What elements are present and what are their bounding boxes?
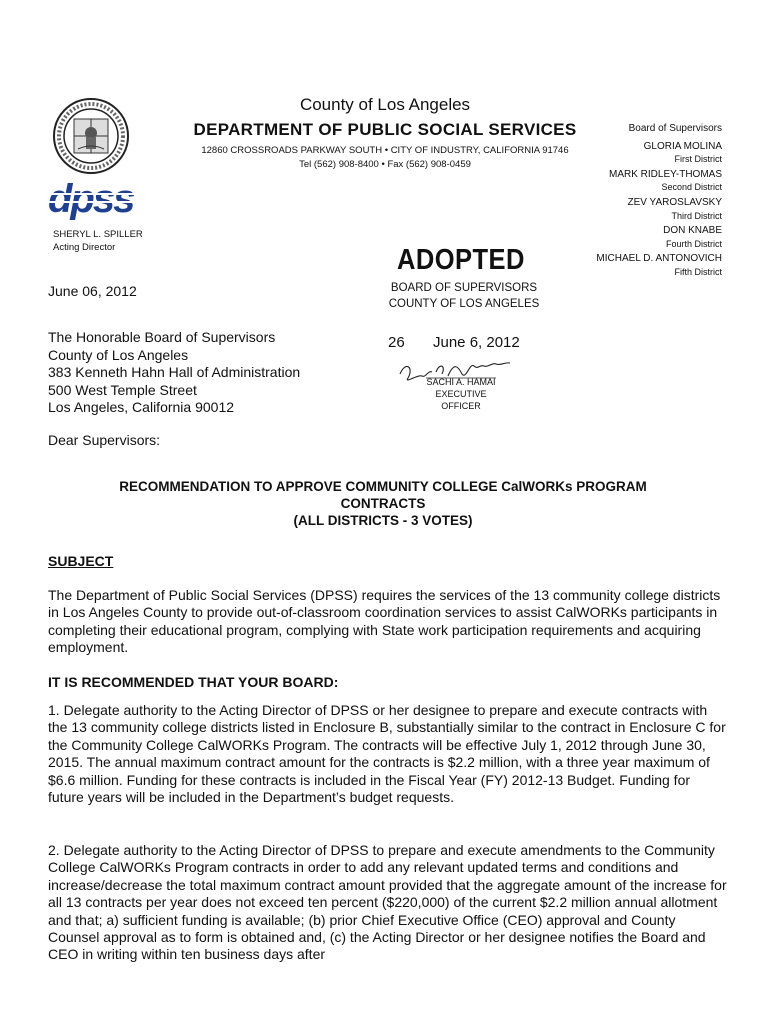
svg-text:dpss: dpss xyxy=(48,180,134,220)
subject-heading: SUBJECT xyxy=(48,553,114,569)
director-name: SHERYL L. SPILLER xyxy=(53,229,143,240)
dpss-logo xyxy=(48,180,144,220)
subject-paragraph: The Department of Public Social Services (DPSS) requires the services of the 13 community college districts in Los Angeles County to provide out-of-classroom coordination services to assist CalWORKs participants in completing their educational program, complying with State work participation requirements and acquiring employment. xyxy=(48,587,721,656)
director-title: Acting Director xyxy=(53,242,116,253)
department-phone: Tel (562) 908-8400 • Fax (562) 908-0459 xyxy=(299,159,471,170)
stamp-signer-name: SACHI A. HAMAI xyxy=(426,377,496,387)
recommendation-title xyxy=(48,478,718,529)
county-name: County of Los Angeles xyxy=(299,95,471,114)
recipient-line: 500 West Temple Street xyxy=(48,381,197,398)
department-name: DEPARTMENT OF PUBLIC SOCIAL SERVICES xyxy=(193,120,577,139)
stamp-signer-block xyxy=(420,376,502,412)
board-heading: Board of Supervisors xyxy=(628,123,722,134)
letter-date: June 06, 2012 xyxy=(48,283,137,299)
stamp-line-board: BOARD OF SUPERVISORS xyxy=(390,282,538,294)
recipient-line: The Honorable Board of Supervisors xyxy=(48,329,276,345)
adopted-stamp-heading: ADOPTED xyxy=(397,244,525,276)
board-member-district: First District xyxy=(674,154,722,165)
board-member-name: ZEV YAROSLAVSKY xyxy=(627,196,722,208)
board-member-district: Fourth District xyxy=(665,238,722,249)
stamp-date: June 6, 2012 xyxy=(433,334,520,351)
acting-director-block xyxy=(53,228,143,254)
recipient-line: County of Los Angeles xyxy=(48,346,189,363)
stamp-signer-title: EXECUTIVE OFFICER xyxy=(435,389,487,411)
recommendation-item-1: 1. Delegate authority to the Acting Director of DPSS or her designee to prepare and execute contracts with the 13 community college districts listed in Enclosure B, substantially similar to the contract in Enclosure C for the Community College CalWORKs Program. The contracts will be effective July 1, 2012 through June 30, 2015. The annual maximum contract amount for the contracts is $2.2 million, with a three year maximum of $6.6 million. Funding for these contracts is included in the Fiscal Year (FY) 2012-13 Budget. Funding for future years will be included in the Department’s budget requests. xyxy=(48,702,726,806)
salutation: Dear Supervisors: xyxy=(48,432,161,448)
board-member-name: MARK RIDLEY-THOMAS xyxy=(609,168,722,180)
stamp-item-number: 26 xyxy=(388,334,405,351)
recommendation-item-2: 2. Delegate authority to the Acting Director of DPSS to prepare and execute amendments to the Community College CalWORKs Program contracts in order to add any relevant updated terms and conditions and increase/decrease the total maximum contract amount provided that the aggregate amount of the increase for all 13 contracts per year does not exceed ten percent ($220,000) of the current $2.2 million annual allotment and that; a) sufficient funding is available; (b) prior Chief Executive Office (CEO) approval and County Counsel approval as to form is obtained and, (c) the Acting Director or her designee notifies the Board and CEO in writing within ten business days after xyxy=(48,842,727,963)
title-line: RECOMMENDATION TO APPROVE COMMUNITY COLLEGE CalWORKs PROGRAM xyxy=(119,479,647,494)
board-member-district: Second District xyxy=(661,182,722,193)
board-of-supervisors-list xyxy=(590,122,722,281)
recipient-line: Los Angeles, California 90012 xyxy=(48,399,235,415)
board-member-district: Third District xyxy=(671,210,722,221)
county-seal-icon xyxy=(52,97,130,175)
recipient-address xyxy=(48,329,300,417)
department-address: 12860 CROSSROADS PARKWAY SOUTH • CITY OF INDUSTRY, CALIFORNIA 91746 xyxy=(201,145,569,156)
board-member-name: GLORIA MOLINA xyxy=(643,140,722,152)
stamp-line-county: COUNTY OF LOS ANGELES xyxy=(388,298,540,310)
title-line: (ALL DISTRICTS - 3 VOTES) xyxy=(293,513,473,528)
adopted-stamp-body xyxy=(385,280,543,312)
board-member-name: DON KNABE xyxy=(663,225,722,237)
title-line: CONTRACTS xyxy=(340,496,426,511)
recommendation-heading: IT IS RECOMMENDED THAT YOUR BOARD: xyxy=(48,674,339,690)
board-member-name: MICHAEL D. ANTONOVICH xyxy=(596,253,722,265)
board-member-district: Fifth District xyxy=(674,266,722,277)
recipient-line: 383 Kenneth Hahn Hall of Administration xyxy=(48,364,301,380)
